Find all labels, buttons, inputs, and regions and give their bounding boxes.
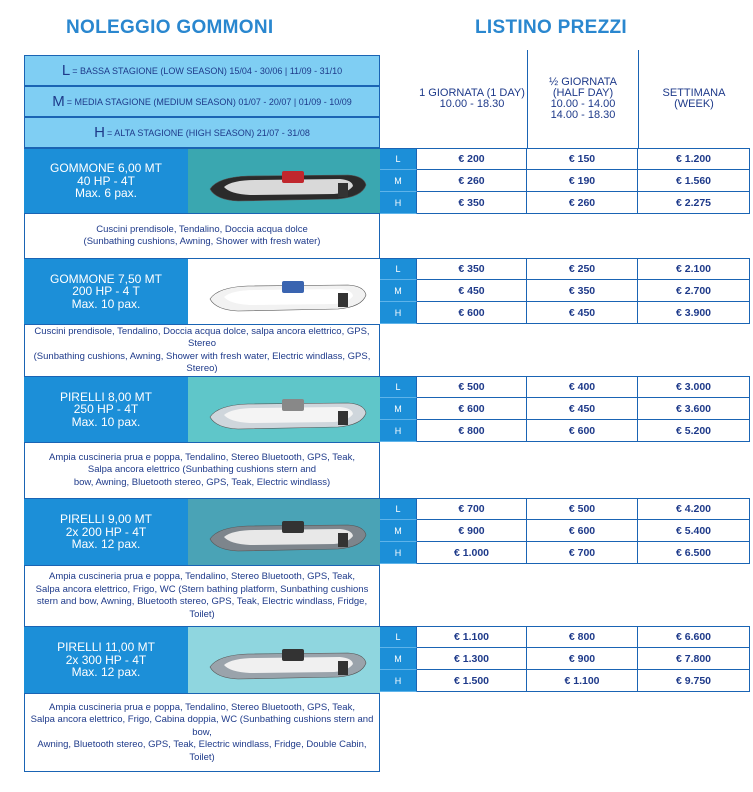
boat-capacity: Max. 12 pax. bbox=[71, 665, 141, 680]
price-week-cell: € 2.700 bbox=[638, 280, 750, 302]
boat-description: Ampia cuscineria prua e poppa, Tendalino, Stereo Bluetooth, GPS, Teak, Salpa ancora elettrico, Frigo, Cabina doppia, WC (Sunbathing cushions stern and bow, Awning, Bluetooth stereo, GPS, Teak, Electric windlass, Fridge, Double Cabin, Toilet) bbox=[30, 701, 374, 763]
price-week-cell: € 3.600 bbox=[638, 398, 750, 420]
boat-engine: 2x 200 HP - 4T bbox=[65, 524, 147, 539]
season-cell: H bbox=[380, 420, 417, 442]
price-row bbox=[380, 626, 750, 648]
season-cell: L bbox=[380, 148, 417, 170]
boat-description: Cuscini prendisole, Tendalino, Doccia acqua dolce (Sunbathing cushions, Awning, Shower with fresh water) bbox=[83, 223, 321, 247]
price-row bbox=[380, 670, 750, 692]
boat-description: Cuscini prendisole, Tendalino, Doccia acqua dolce, salpa ancora elettrico, GPS, Stereo (Sunbathing cushions, Awning, Shower with fresh water, Electric windlass, GPS, Stereo) bbox=[33, 325, 371, 374]
price-week-cell: € 5.400 bbox=[638, 520, 750, 542]
boat-name-box bbox=[24, 258, 188, 325]
price-week-cell: € 2.100 bbox=[638, 258, 750, 280]
boat-photo bbox=[188, 258, 380, 325]
price-week-cell: € 2.275 bbox=[638, 192, 750, 214]
boat-engine: 2x 300 HP - 4T bbox=[65, 652, 147, 667]
page-title-rental: NOLEGGIO GOMMONI bbox=[66, 17, 274, 38]
boat-name-box bbox=[24, 148, 188, 214]
boat-engine: 200 HP - 4 T bbox=[72, 284, 140, 299]
price-half-day-cell: € 190 bbox=[527, 170, 638, 192]
boat-name: GOMMONE 6,00 MT bbox=[49, 161, 162, 176]
season-cell: M bbox=[380, 648, 417, 670]
price-half-day-cell: € 500 bbox=[527, 498, 638, 520]
boat-name: PIRELLI 11,00 MT bbox=[57, 640, 155, 655]
season-cell: H bbox=[380, 302, 417, 324]
price-day-cell: € 350 bbox=[417, 258, 527, 280]
page-title-pricelist: LISTINO PREZZI bbox=[475, 17, 627, 38]
price-half-day-cell: € 400 bbox=[527, 376, 638, 398]
price-row bbox=[380, 258, 750, 280]
boat-description: Ampia cuscineria prua e poppa, Tendalino, Stereo Bluetooth, GPS, Teak, Salpa ancora elettrico (Sunbathing cushions stern and bow, Awning, Bluetooth stereo, GPS, Teak, Electric windlass) bbox=[49, 451, 355, 488]
column-header-day: 1 GIORNATA (1 DAY) 10.00 - 18.30 bbox=[419, 87, 525, 110]
season-legend-low bbox=[24, 55, 380, 86]
boat-capacity: Max. 10 pax. bbox=[71, 414, 141, 429]
column-header-half-day: ½ GIORNATA (HALF DAY) 10.00 - 14.00 14.00 - 18.30 bbox=[548, 76, 618, 121]
season-cell: M bbox=[380, 280, 417, 302]
season-legend-high bbox=[24, 117, 380, 148]
boat-capacity: Max. 12 pax. bbox=[71, 537, 141, 552]
price-day-cell: € 1.100 bbox=[417, 626, 527, 648]
price-row bbox=[380, 398, 750, 420]
boat-photo bbox=[188, 498, 380, 566]
price-week-cell: € 1.560 bbox=[638, 170, 750, 192]
season-text: = BASSA STAGIONE (LOW SEASON) 15/04 - 30/06 | 11/09 - 31/10 bbox=[72, 65, 343, 76]
price-row bbox=[380, 302, 750, 324]
price-day-cell: € 700 bbox=[417, 498, 527, 520]
price-row bbox=[380, 170, 750, 192]
season-cell: L bbox=[380, 258, 417, 280]
season-letter: L bbox=[61, 62, 71, 79]
price-week-cell: € 4.200 bbox=[638, 498, 750, 520]
boat-photo bbox=[188, 376, 380, 443]
price-day-cell: € 200 bbox=[417, 148, 527, 170]
price-half-day-cell: € 800 bbox=[527, 626, 638, 648]
price-week-cell: € 6.500 bbox=[638, 542, 750, 564]
price-week-cell: € 3.900 bbox=[638, 302, 750, 324]
price-half-day-cell: € 450 bbox=[527, 398, 638, 420]
season-cell: M bbox=[380, 398, 417, 420]
boat-name: PIRELLI 9,00 MT bbox=[59, 512, 153, 527]
price-half-day-cell: € 900 bbox=[527, 648, 638, 670]
boat-photo bbox=[188, 626, 380, 694]
boat-name: GOMMONE 7,50 MT bbox=[49, 271, 162, 286]
price-week-cell: € 5.200 bbox=[638, 420, 750, 442]
price-day-cell: € 900 bbox=[417, 520, 527, 542]
season-cell: H bbox=[380, 542, 417, 564]
season-text: = MEDIA STAGIONE (MEDIUM SEASON) 01/07 - 20/07 | 01/09 - 10/09 bbox=[66, 96, 352, 107]
price-half-day-cell: € 700 bbox=[527, 542, 638, 564]
price-day-cell: € 1.000 bbox=[417, 542, 527, 564]
price-day-cell: € 450 bbox=[417, 280, 527, 302]
price-day-cell: € 260 bbox=[417, 170, 527, 192]
price-day-cell: € 350 bbox=[417, 192, 527, 214]
price-half-day-cell: € 260 bbox=[527, 192, 638, 214]
boat-name-box bbox=[24, 498, 188, 566]
price-row bbox=[380, 280, 750, 302]
boat-photo bbox=[188, 148, 380, 214]
price-row bbox=[380, 420, 750, 442]
season-cell: L bbox=[380, 376, 417, 398]
boat-capacity: Max. 10 pax. bbox=[71, 296, 141, 311]
price-day-cell: € 500 bbox=[417, 376, 527, 398]
price-half-day-cell: € 600 bbox=[527, 420, 638, 442]
price-row bbox=[380, 192, 750, 214]
price-half-day-cell: € 350 bbox=[527, 280, 638, 302]
season-legend-medium bbox=[24, 86, 380, 117]
price-row bbox=[380, 498, 750, 520]
season-letter: M bbox=[52, 93, 65, 110]
price-day-cell: € 1.300 bbox=[417, 648, 527, 670]
price-week-cell: € 6.600 bbox=[638, 626, 750, 648]
season-cell: H bbox=[380, 670, 417, 692]
season-cell: H bbox=[380, 192, 417, 214]
boat-engine: 250 HP - 4T bbox=[73, 402, 139, 417]
price-week-cell: € 1.200 bbox=[638, 148, 750, 170]
season-cell: L bbox=[380, 626, 417, 648]
price-week-cell: € 3.000 bbox=[638, 376, 750, 398]
boat-name-box bbox=[24, 626, 188, 694]
price-half-day-cell: € 150 bbox=[527, 148, 638, 170]
price-row bbox=[380, 376, 750, 398]
season-cell: L bbox=[380, 498, 417, 520]
price-row bbox=[380, 148, 750, 170]
column-header-week: SETTIMANA (WEEK) bbox=[662, 87, 726, 110]
price-day-cell: € 600 bbox=[417, 398, 527, 420]
price-half-day-cell: € 450 bbox=[527, 302, 638, 324]
boat-engine: 40 HP - 4T bbox=[77, 173, 135, 188]
boat-name-box bbox=[24, 376, 188, 443]
season-cell: M bbox=[380, 520, 417, 542]
boat-description: Ampia cuscineria prua e poppa, Tendalino, Stereo Bluetooth, GPS, Teak, Salpa ancora elettrico, Frigo, WC (Stern bathing platform, Sunbathing cushions stern and bow, Awning, Bluetooth stereo, GPS, Teak, Electric windlass, Fridge, Toilet) bbox=[35, 571, 369, 620]
price-row bbox=[380, 648, 750, 670]
season-cell: M bbox=[380, 170, 417, 192]
season-letter: H bbox=[94, 124, 105, 141]
price-row bbox=[380, 520, 750, 542]
price-half-day-cell: € 250 bbox=[527, 258, 638, 280]
season-text: = ALTA STAGIONE (HIGH SEASON) 21/07 - 31/08 bbox=[107, 127, 310, 138]
price-half-day-cell: € 600 bbox=[527, 520, 638, 542]
price-row bbox=[380, 542, 750, 564]
price-day-cell: € 800 bbox=[417, 420, 527, 442]
boat-name: PIRELLI 8,00 MT bbox=[59, 389, 153, 404]
price-half-day-cell: € 1.100 bbox=[527, 670, 638, 692]
price-week-cell: € 9.750 bbox=[638, 670, 750, 692]
price-week-cell: € 7.800 bbox=[638, 648, 750, 670]
boat-capacity: Max. 6 pax. bbox=[74, 186, 138, 201]
price-day-cell: € 1.500 bbox=[417, 670, 527, 692]
price-day-cell: € 600 bbox=[417, 302, 527, 324]
